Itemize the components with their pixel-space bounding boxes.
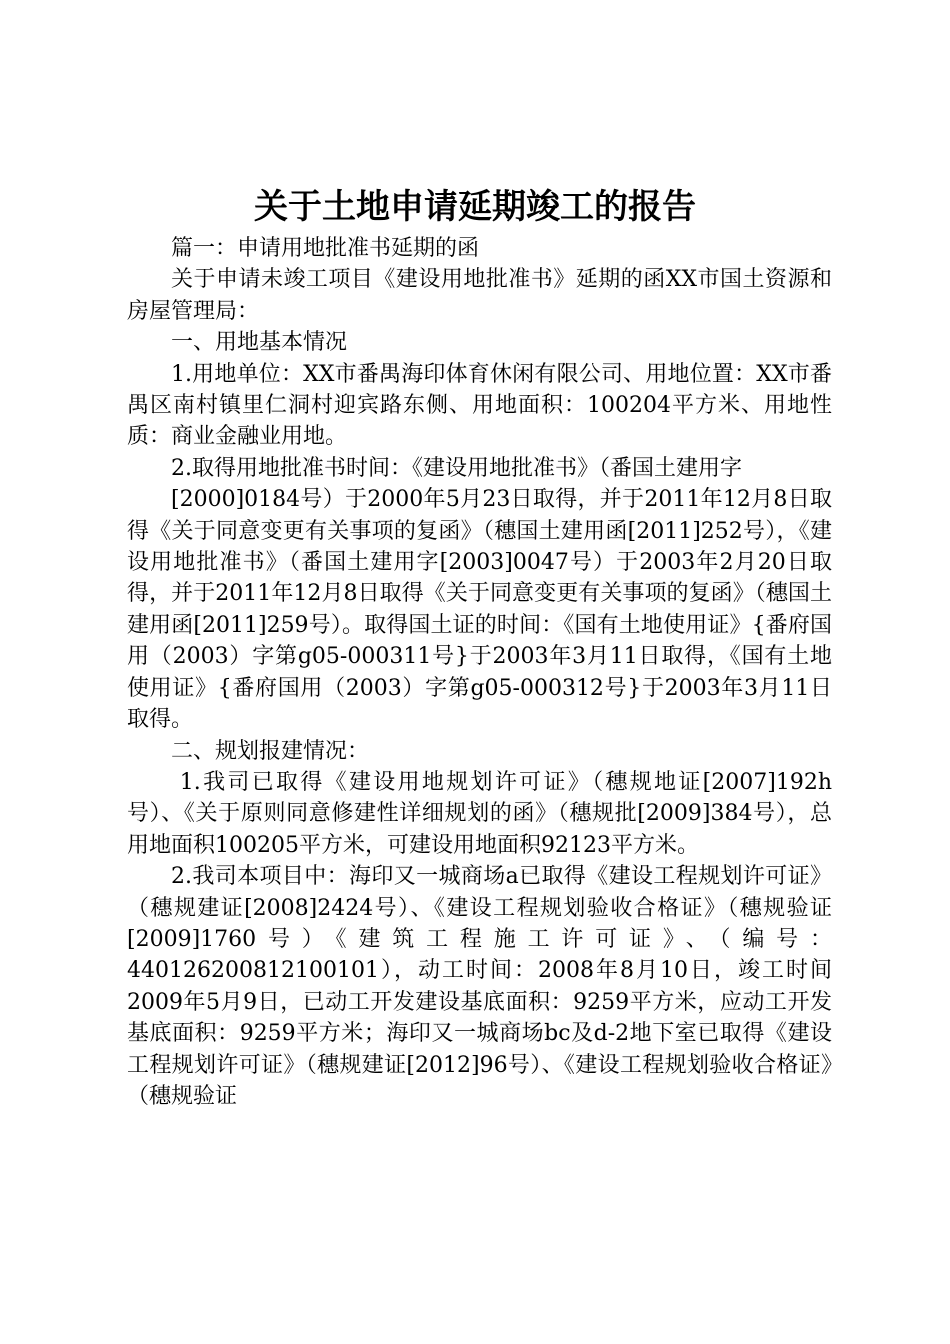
- paragraph-land-unit: 1.用地单位：XX市番禺海印体育休闲有限公司、用地位置：XX市番禺区南村镇里仁洞村迎宾路东侧、用地面积：100204平方米、用地性质：商业金融业用地。: [127, 361, 832, 450]
- document-title: 关于土地申请延期竣工的报告: [254, 187, 696, 227]
- paragraph-approval-details: [2000]0184号）于2000年5月23日取得，并于2011年12月8日取得《关于同意变更有关事项的复函》（穗国土建用函[2011]252号），《建设用地批准书》（番国土建用字[2003]0047号）于2003年2月20日取得，并于2011年12月8日取得《关于同意变更有关事项的复函》（穗国土建用函[2011]259号）。取得国土证的时间：《国有土地使用证》{番府国用（2003）字第g05-000311号}于2003年3月11日取得，《国有土地使用证》{番府国用（2003）字第g05-000312号}于2003年3月11日取得。: [127, 487, 832, 733]
- paragraph-heading-planning: 二、规划报建情况：: [171, 738, 370, 764]
- paragraph-planning-permit: 1.我司已取得《建设用地规划许可证》（穗规地证[2007]192h号）、《关于原则同意修建性详细规划的函》（穗规批[2009]384号），总用地面积100205平方米，可建设用地面积92123平方米。: [127, 769, 832, 858]
- paragraph-section-heading: 篇一：申请用地批准书延期的函: [171, 236, 480, 261]
- paragraph-heading-land-info: 一、用地基本情况: [171, 330, 348, 356]
- document-body: [127, 233, 832, 1112]
- paragraph-project-details: 2.我司本项目中：海印又一城商场a已取得《建设工程规划许可证》（穗规建证[2008]2424号）、《建设工程规划验收合格证》（穗规验证[2009]1760号）《建筑工程施工许可证》、（编号：440126200812100101），动工时间：2008年8月10日，竣工时间2009年5月9日，已动工开发建设基底面积：9259平方米，应动工开发基底面积：9259平方米；海印又一城商场bc及d-2地下室已取得《建设工程规划许可证》（穗规建证[2012]96号）、《建设工程规划验收合格证》（穗规验证: [127, 864, 832, 1109]
- paragraph-approval-time: 2.取得用地批准书时间：《建设用地批准书》（番国土建用字: [171, 455, 742, 481]
- paragraph-letter-title: 关于申请未竣工项目《建设用地批准书》延期的函XX市国土资源和房屋管理局：: [127, 267, 832, 324]
